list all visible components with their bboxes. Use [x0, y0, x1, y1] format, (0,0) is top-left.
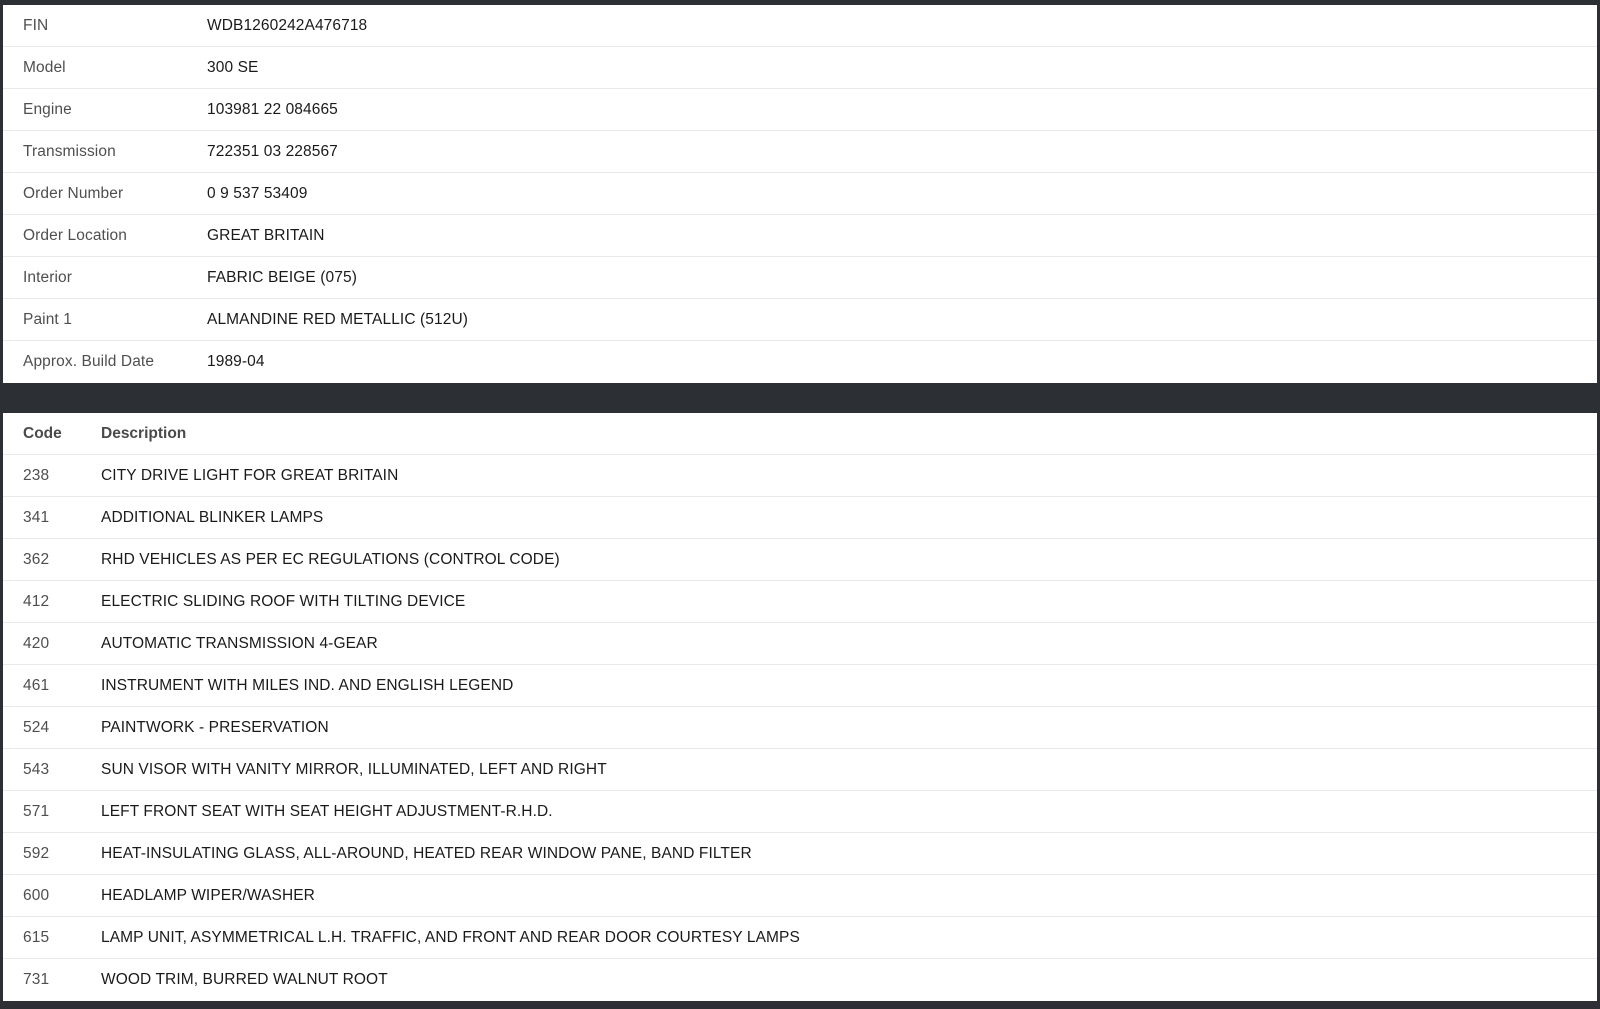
- description-column-header: Description: [101, 424, 187, 442]
- option-description: ADDITIONAL BLINKER LAMPS: [101, 508, 324, 526]
- info-row-label: Model: [23, 58, 66, 76]
- option-code: 524: [23, 718, 50, 736]
- option-code: 420: [23, 634, 50, 652]
- table-row: [3, 875, 1597, 917]
- table-row: [3, 257, 1597, 299]
- info-row-label: Engine: [23, 100, 72, 118]
- table-row: [3, 455, 1597, 497]
- option-description: CITY DRIVE LIGHT FOR GREAT BRITAIN: [101, 466, 399, 484]
- table-row: [3, 47, 1597, 89]
- option-code: 571: [23, 802, 50, 820]
- table-row: [3, 623, 1597, 665]
- info-row-value: 0 9 537 53409: [207, 184, 308, 202]
- option-description: WOOD TRIM, BURRED WALNUT ROOT: [101, 971, 388, 988]
- info-row-label: FIN: [23, 16, 49, 34]
- info-row-value: 103981 22 084665: [207, 100, 338, 118]
- table-row: [3, 665, 1597, 707]
- table-row: [3, 341, 1597, 383]
- option-description: ELECTRIC SLIDING ROOF WITH TILTING DEVICE: [101, 592, 466, 610]
- option-description: AUTOMATIC TRANSMISSION 4-GEAR: [101, 634, 378, 652]
- option-description: INSTRUMENT WITH MILES IND. AND ENGLISH LEGEND: [101, 676, 514, 694]
- option-code: 238: [23, 466, 50, 484]
- info-row-value: WDB1260242A476718: [207, 16, 368, 34]
- table-row: [3, 749, 1597, 791]
- info-row-value: 722351 03 228567: [207, 142, 338, 160]
- table-row: [3, 791, 1597, 833]
- info-row-label: Order Number: [23, 184, 124, 202]
- info-row-label: Interior: [23, 268, 73, 286]
- table-row: [3, 917, 1597, 959]
- info-row-label: Paint 1: [23, 310, 72, 328]
- option-description: LAMP UNIT, ASYMMETRICAL L.H. TRAFFIC, AND FRONT AND REAR DOOR COURTESY LAMPS: [101, 928, 800, 946]
- info-row-value: ALMANDINE RED METALLIC (512U): [207, 310, 469, 328]
- table-row: [3, 497, 1597, 539]
- info-row-value: 1989-04: [207, 353, 265, 370]
- option-code: 731: [23, 971, 50, 988]
- option-description: SUN VISOR WITH VANITY MIRROR, ILLUMINATED, LEFT AND RIGHT: [101, 760, 607, 778]
- option-code: 543: [23, 760, 50, 778]
- option-description: LEFT FRONT SEAT WITH SEAT HEIGHT ADJUSTMENT-R.H.D.: [101, 802, 553, 820]
- option-description: PAINTWORK - PRESERVATION: [101, 718, 329, 736]
- table-row: [3, 833, 1597, 875]
- info-row-label: Approx. Build Date: [23, 353, 155, 370]
- option-code: 461: [23, 676, 50, 694]
- option-description: HEADLAMP WIPER/WASHER: [101, 886, 315, 904]
- table-row: [3, 539, 1597, 581]
- option-code-rows: [3, 455, 1597, 1001]
- info-row-label: Order Location: [23, 226, 127, 244]
- table-row: [3, 707, 1597, 749]
- option-description: RHD VEHICLES AS PER EC REGULATIONS (CONTROL CODE): [101, 550, 560, 568]
- table-row: [3, 299, 1597, 341]
- option-description: HEAT-INSULATING GLASS, ALL-AROUND, HEATED REAR WINDOW PANE, BAND FILTER: [101, 844, 752, 862]
- vehicle-info-table: [3, 5, 1597, 383]
- info-row-value: FABRIC BEIGE (075): [207, 268, 357, 286]
- table-row: [3, 131, 1597, 173]
- info-row-value: GREAT BRITAIN: [207, 226, 325, 244]
- option-code: 362: [23, 550, 50, 568]
- option-code: 412: [23, 592, 50, 610]
- option-codes-table: [3, 413, 1597, 1001]
- table-row: [3, 5, 1597, 47]
- info-row-value: 300 SE: [207, 58, 259, 76]
- options-header-row: [3, 413, 1597, 455]
- code-column-header: Code: [23, 424, 62, 442]
- option-code: 600: [23, 886, 50, 904]
- table-row: [3, 173, 1597, 215]
- option-code: 615: [23, 928, 50, 946]
- table-row: [3, 959, 1597, 1001]
- info-row-label: Transmission: [23, 142, 116, 160]
- option-code: 592: [23, 844, 50, 862]
- table-row: [3, 89, 1597, 131]
- vehicle-info-rows: [3, 5, 1597, 383]
- table-row: [3, 215, 1597, 257]
- table-row: [3, 581, 1597, 623]
- option-code: 341: [23, 508, 50, 526]
